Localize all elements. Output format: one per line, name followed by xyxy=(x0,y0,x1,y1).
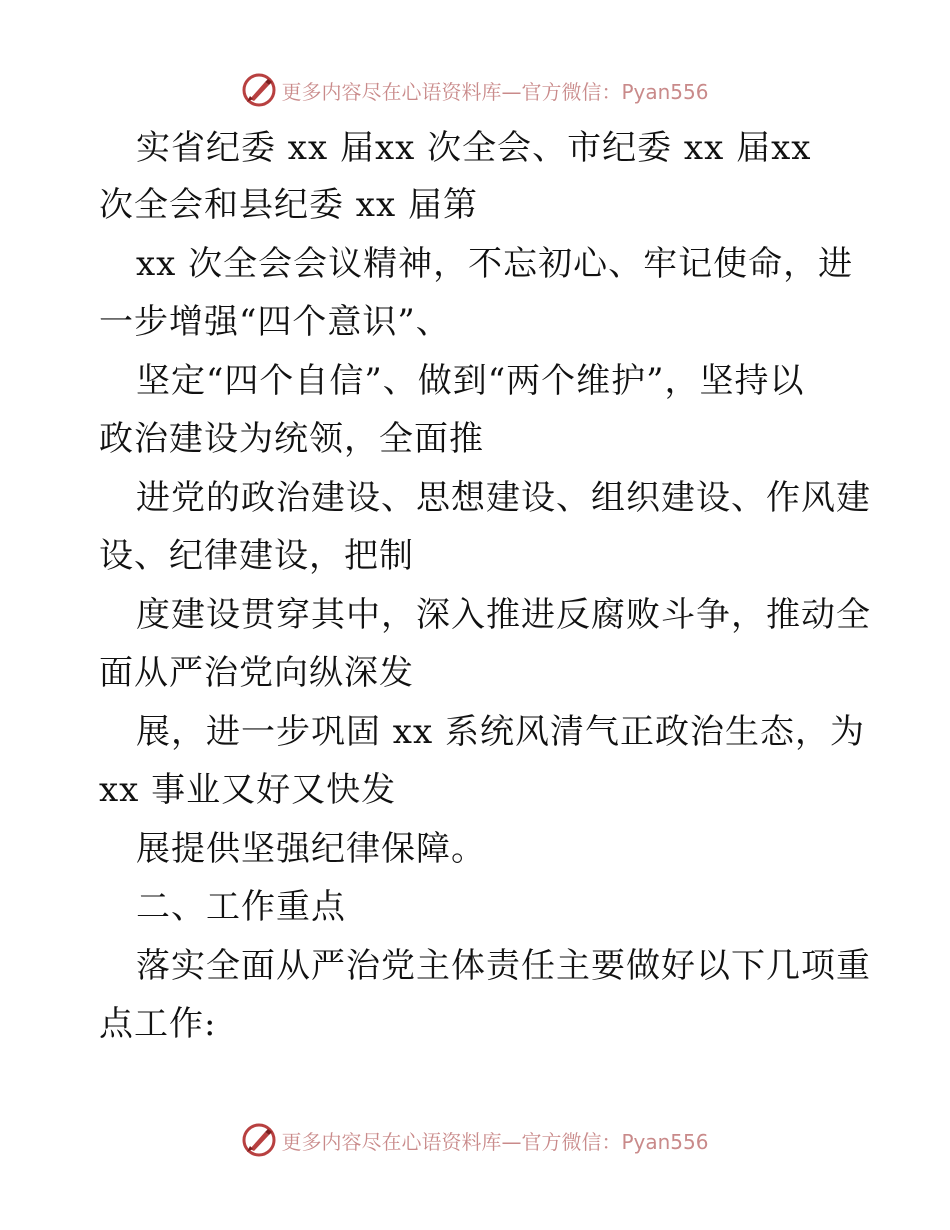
text-line: 面从严治党向纵深发 xyxy=(99,653,414,693)
watermark-header xyxy=(0,70,950,110)
text-line: 坚定“四个自信”、做到“两个维护”，坚持以 xyxy=(136,361,805,401)
pen-logo-icon xyxy=(241,1122,277,1158)
text-line: xx 次全会会议精神，不忘初心、牢记使命，进 xyxy=(136,244,854,284)
text-line: 设、纪律建设，把制 xyxy=(99,536,414,576)
text-line: 点工作: xyxy=(99,1004,217,1044)
text-line: 进党的政治建设、思想建设、组织建设、作风建 xyxy=(136,478,871,518)
watermark-brand: 更多内容尽在心语资料库 xyxy=(281,1129,502,1154)
text-line: 一步增强“四个意识”、 xyxy=(99,302,451,342)
watermark-separator: — xyxy=(501,79,522,104)
text-line: 展，进一步巩固 xx 系统风清气正政治生态，为 xyxy=(136,712,865,752)
text-line: 政治建设为统领，全面推 xyxy=(99,419,484,459)
text-line: 落实全面从严治党主体责任主要做好以下几项重 xyxy=(136,946,871,986)
watermark-footer xyxy=(0,1120,950,1160)
pen-logo-icon xyxy=(241,72,277,108)
watermark-separator: — xyxy=(501,1129,522,1154)
watermark-brand: 更多内容尽在心语资料库 xyxy=(281,79,502,104)
text-line: 实省纪委 xx 届xx 次全会、市纪委 xx 届xx xyxy=(136,128,812,168)
watermark-contact: 官方微信：Pyan556 xyxy=(521,1129,709,1154)
text-line: 次全会和县纪委 xx 届第 xyxy=(99,185,478,225)
text-line: 展提供坚强纪律保障。 xyxy=(136,829,486,869)
section-heading: 二、工作重点 xyxy=(136,887,346,927)
watermark-text xyxy=(281,1126,708,1155)
text-line: 度建设贯穿其中，深入推进反腐败斗争，推动全 xyxy=(136,595,871,635)
text-line: xx 事业又好又快发 xyxy=(99,770,397,810)
watermark-text xyxy=(281,76,708,105)
watermark-contact: 官方微信：Pyan556 xyxy=(521,79,709,104)
